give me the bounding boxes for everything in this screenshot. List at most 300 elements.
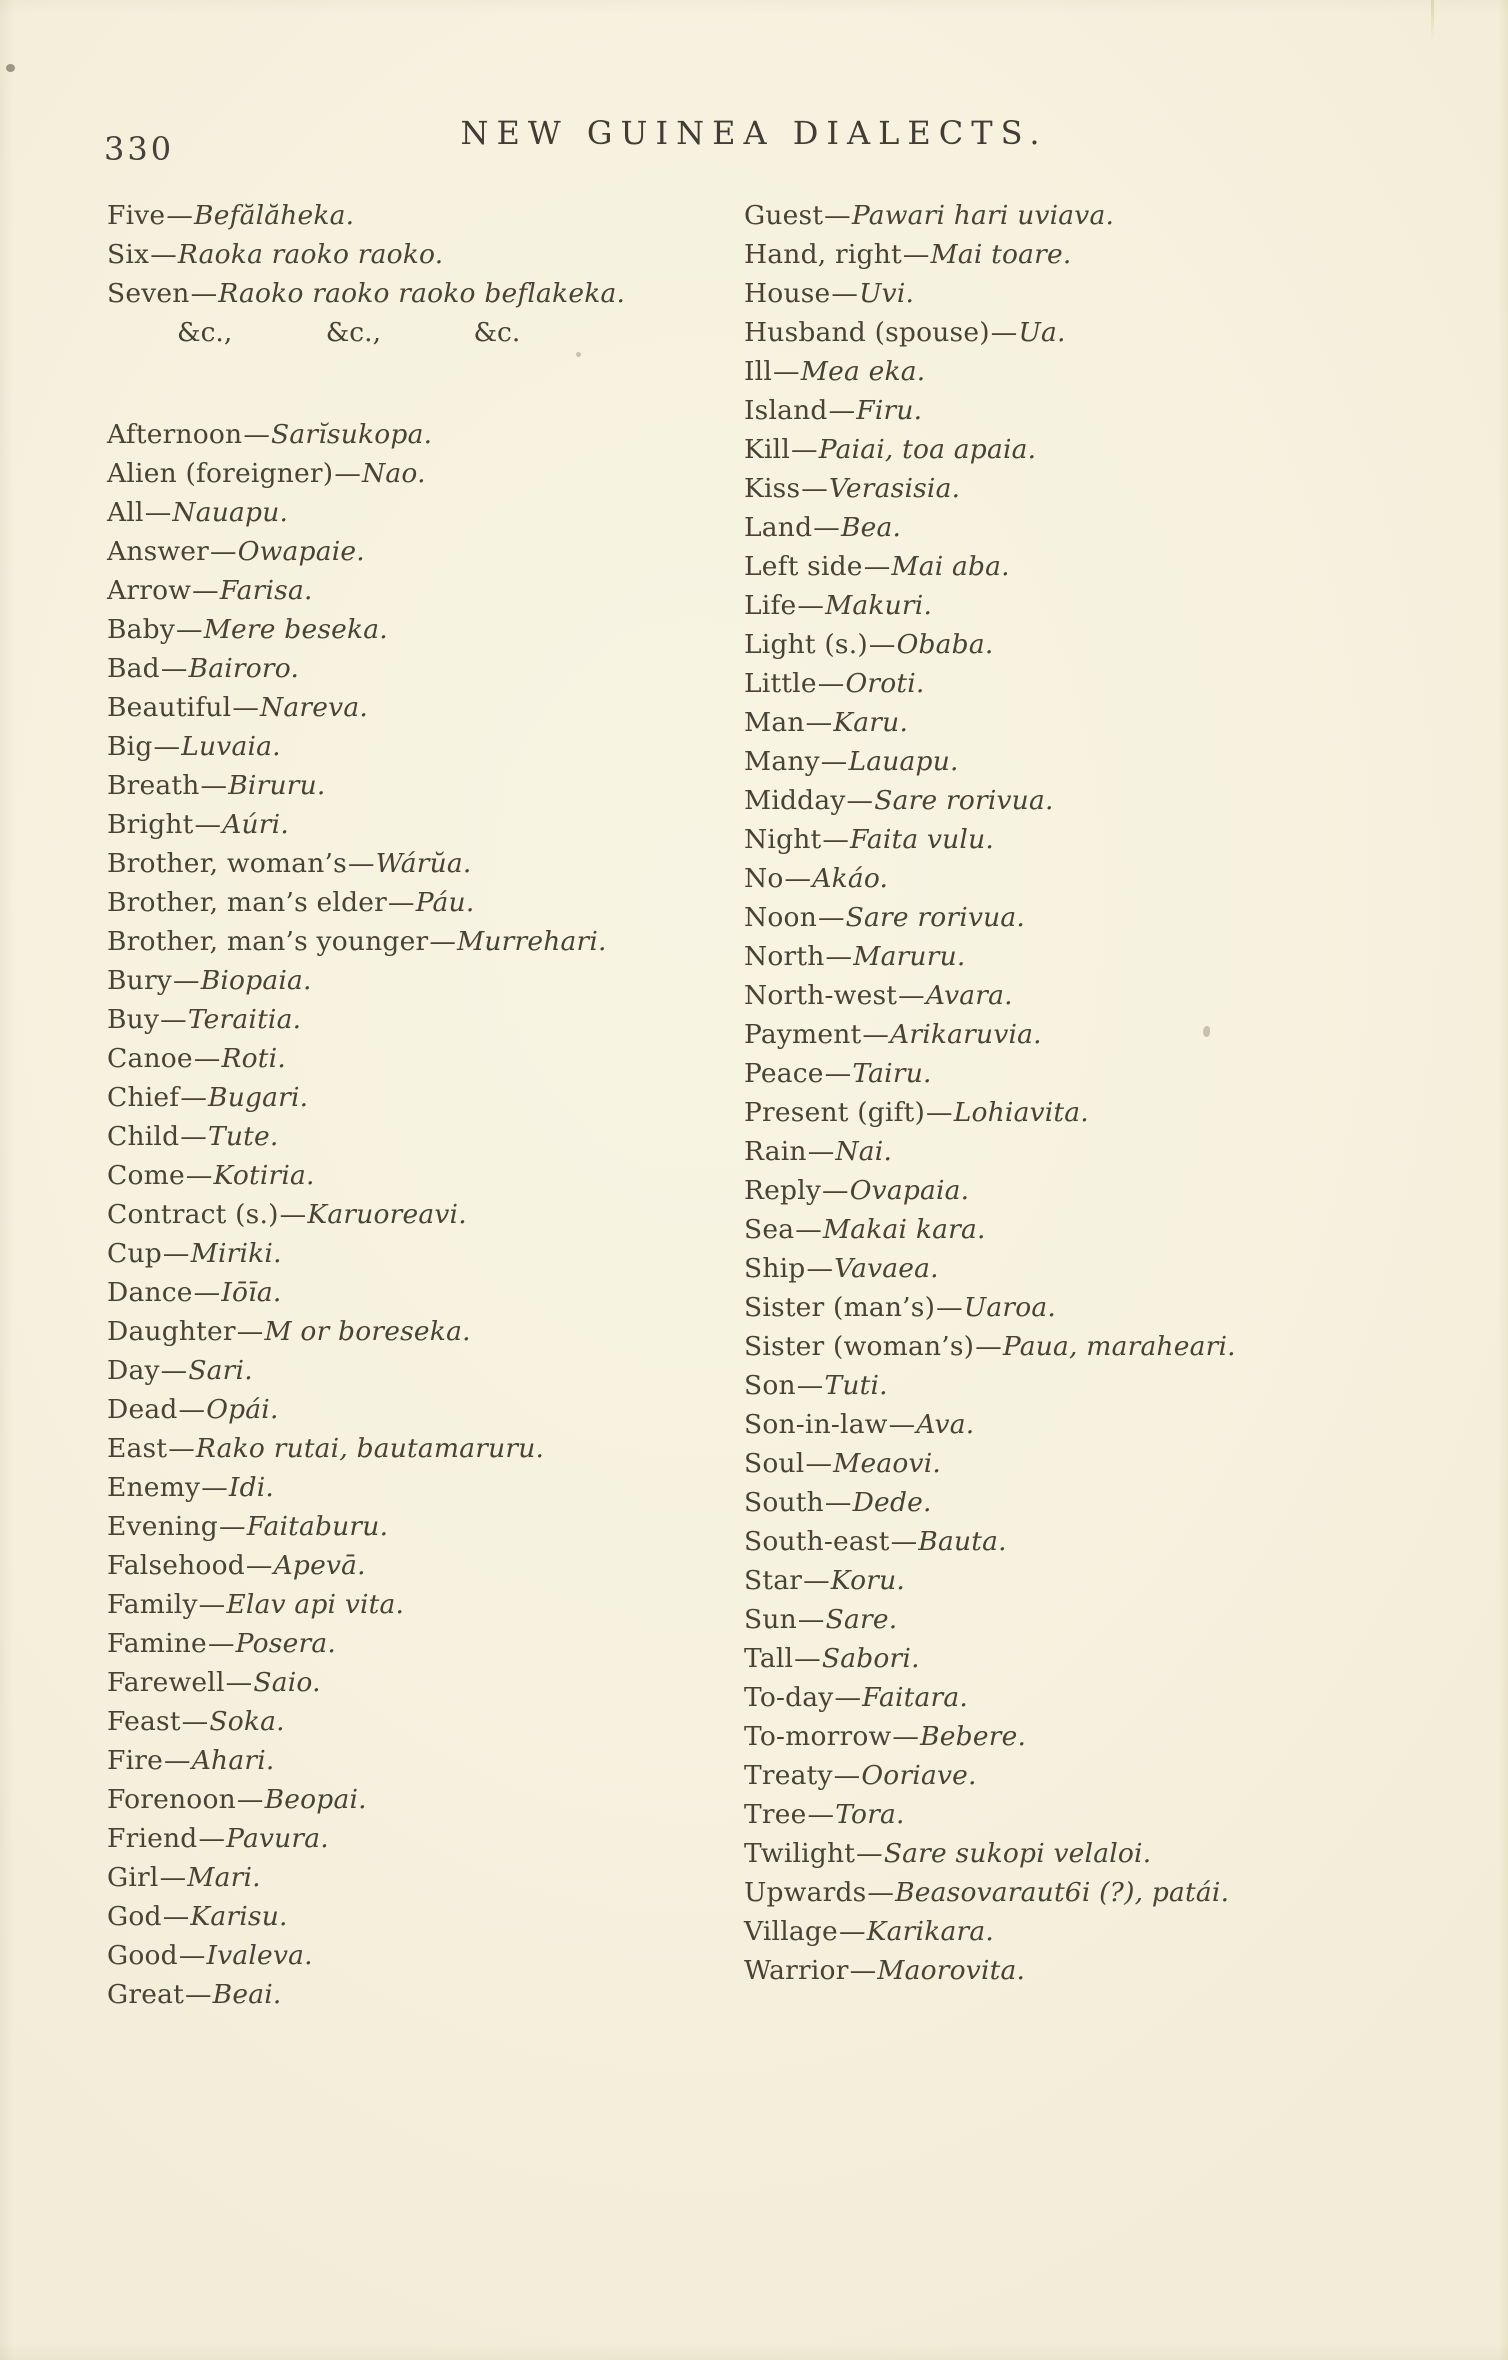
vocab-entry — [744, 1600, 1464, 1639]
dash-separator: — — [825, 941, 853, 972]
dash-separator: — — [160, 1004, 187, 1035]
vocab-entry — [107, 235, 747, 274]
vocab-entry — [744, 781, 1464, 820]
dialect-translation: Arikaruvia. — [890, 1019, 1042, 1050]
dialect-translation: Befălăheka. — [194, 200, 355, 231]
english-term: House — [744, 278, 831, 309]
dash-separator: — — [784, 863, 812, 894]
english-term: Enemy — [107, 1472, 201, 1503]
dash-separator: — — [194, 809, 222, 840]
dialect-translation: Mere beseka. — [203, 614, 388, 645]
vocab-entry — [107, 922, 747, 961]
dash-separator: — — [862, 1019, 890, 1050]
vocab-entry — [107, 883, 747, 922]
dash-separator: — — [184, 1979, 212, 2010]
dialect-translation: Beopai. — [264, 1784, 367, 1815]
vocab-entry — [107, 961, 747, 1000]
dialect-translation: Makai kara. — [822, 1214, 986, 1245]
dash-separator: — — [898, 980, 925, 1011]
dash-separator: — — [831, 278, 859, 309]
dialect-translation: Karikara. — [866, 1916, 994, 1947]
english-term: Seven — [107, 278, 190, 309]
english-term: Tall — [744, 1643, 794, 1674]
english-term: Midday — [744, 785, 846, 816]
dash-separator: — — [868, 629, 896, 660]
dash-separator: — — [846, 785, 874, 816]
vocab-entry — [107, 454, 747, 493]
english-term: Kill — [744, 434, 791, 465]
dialect-translation: Dede. — [852, 1487, 932, 1518]
dash-separator: — — [902, 239, 930, 270]
dash-separator: — — [813, 512, 840, 543]
dialect-translation: Oroti. — [845, 668, 925, 699]
vocab-entry — [107, 1273, 747, 1312]
dialect-translation: Maorovita. — [877, 1955, 1026, 1986]
english-term: To-morrow — [744, 1721, 892, 1752]
vocab-entry — [744, 1483, 1464, 1522]
dash-separator: — — [334, 458, 362, 489]
english-term: Son-in-law — [744, 1409, 888, 1440]
dialect-translation: Faita vulu. — [850, 824, 994, 855]
dialect-translation: Uvi. — [859, 278, 915, 309]
dash-separator: — — [198, 1589, 226, 1620]
vocab-entry — [744, 1717, 1464, 1756]
vocab-entry — [107, 571, 747, 610]
vocab-entry — [744, 1054, 1464, 1093]
dialect-translation: Pawari hari uviava. — [851, 200, 1115, 231]
english-term: Son — [744, 1370, 796, 1401]
dialect-translation: Sare. — [825, 1604, 898, 1635]
english-term: Hand, right — [744, 239, 902, 270]
english-term: Fire — [107, 1745, 164, 1776]
dash-separator: — — [207, 1628, 235, 1659]
english-term: Sister (man’s) — [744, 1292, 936, 1323]
vocab-entry — [744, 1795, 1464, 1834]
dash-separator: — — [245, 1550, 273, 1581]
dialect-translation: Farisa. — [219, 575, 313, 606]
dialect-translation: Biruru. — [228, 770, 326, 801]
english-term: South-east — [744, 1526, 890, 1557]
english-term: Falsehood — [107, 1550, 245, 1581]
dialect-translation: Luvaia. — [181, 731, 281, 762]
english-term: Afternoon — [107, 419, 243, 450]
dash-separator: — — [794, 1643, 821, 1674]
dialect-translation: Iōīa. — [221, 1277, 282, 1308]
english-term: Brother, man’s elder — [107, 887, 388, 918]
vocab-entry — [107, 1312, 747, 1351]
english-term: Bad — [107, 653, 160, 684]
english-term: Great — [107, 1979, 184, 2010]
dialect-translation: Posera. — [235, 1628, 336, 1659]
vocab-entry — [107, 196, 747, 235]
english-term: Baby — [107, 614, 176, 645]
dialect-translation: Owapaie. — [237, 536, 365, 567]
vocab-entry — [744, 1639, 1464, 1678]
left-column — [107, 196, 747, 2014]
dash-separator: — — [796, 1370, 824, 1401]
english-term: Brother, woman’s — [107, 848, 347, 879]
english-term: Husband (spouse) — [744, 317, 990, 348]
dialect-translation: Tute. — [207, 1121, 279, 1152]
dialect-translation: Kotiria. — [213, 1160, 315, 1191]
vocab-entry — [107, 1117, 747, 1156]
dialect-translation: Ahari. — [191, 1745, 275, 1776]
dash-separator: — — [805, 1448, 833, 1479]
vocab-entry — [107, 1000, 747, 1039]
vocab-entry — [744, 625, 1464, 664]
scan-blemish — [1203, 1026, 1210, 1037]
dash-separator: — — [817, 668, 845, 699]
english-term: Rain — [744, 1136, 807, 1167]
dialect-translation: Idi. — [228, 1472, 275, 1503]
vocab-entry — [107, 1507, 747, 1546]
english-term: Land — [744, 512, 813, 543]
vocab-entry — [744, 937, 1464, 976]
dash-separator: — — [892, 1721, 920, 1752]
dialect-translation: Mai toare. — [930, 239, 1072, 270]
english-term: To-day — [744, 1682, 834, 1713]
dialect-translation: Sabori. — [821, 1643, 920, 1674]
english-term: Come — [107, 1160, 185, 1191]
dialect-translation: Soka. — [209, 1706, 285, 1737]
english-term: Many — [744, 746, 820, 777]
dash-separator: — — [856, 1838, 883, 1869]
dash-separator: — — [388, 887, 415, 918]
english-term: Village — [744, 1916, 838, 1947]
dialect-translation: Ava. — [916, 1409, 975, 1440]
dash-separator: — — [160, 1355, 188, 1386]
english-term: Sea — [744, 1214, 795, 1245]
dialect-translation: Karu. — [833, 707, 909, 738]
dash-separator: — — [198, 1823, 226, 1854]
dash-separator: — — [172, 965, 200, 996]
dash-separator: — — [347, 848, 375, 879]
vocab-entry — [107, 1585, 747, 1624]
vocab-entry — [744, 508, 1464, 547]
vocab-entry — [107, 1039, 747, 1078]
vocab-entry — [107, 1351, 747, 1390]
dialect-translation: Nareva. — [260, 692, 368, 723]
vocab-entry — [744, 1171, 1464, 1210]
english-term: Tree — [744, 1799, 807, 1830]
vocab-entry — [744, 703, 1464, 742]
vocab-entry — [744, 1873, 1464, 1912]
english-term: Farewell — [107, 1667, 225, 1698]
dialect-translation: Obaba. — [896, 629, 994, 660]
vocab-entry — [107, 766, 747, 805]
english-term: Feast — [107, 1706, 181, 1737]
english-term: Answer — [107, 536, 210, 567]
dialect-translation: Akáo. — [812, 863, 889, 894]
vocab-entry — [107, 1819, 747, 1858]
english-term: Bright — [107, 809, 194, 840]
vocab-entry — [107, 727, 747, 766]
vocab-entry — [744, 1834, 1464, 1873]
dialect-translation: Lohiavita. — [953, 1097, 1089, 1128]
dash-separator: — — [791, 434, 818, 465]
dialect-translation: Karisu. — [190, 1901, 288, 1932]
vocab-entry — [744, 1249, 1464, 1288]
dash-separator: — — [936, 1292, 963, 1323]
vocab-entry — [107, 1858, 747, 1897]
english-term: Five — [107, 200, 166, 231]
dash-separator: — — [773, 356, 800, 387]
vocab-entry — [107, 1663, 747, 1702]
dash-separator: — — [225, 1667, 253, 1698]
dialect-translation: Ivaleva. — [206, 1940, 313, 1971]
english-term: Dance — [107, 1277, 193, 1308]
dash-separator: — — [176, 614, 203, 645]
english-term: Cup — [107, 1238, 162, 1269]
dash-separator: — — [820, 746, 848, 777]
dialect-translation: Paua, maraheari. — [1002, 1331, 1236, 1362]
vocab-entry — [744, 235, 1464, 274]
dialect-translation: Beai. — [212, 1979, 282, 2010]
vocab-entry — [744, 1444, 1464, 1483]
dash-separator: — — [190, 278, 218, 309]
dash-separator: — — [162, 1901, 190, 1932]
vocab-entry — [107, 1195, 747, 1234]
english-term: Sister (woman’s) — [744, 1331, 975, 1362]
vocab-entry — [107, 274, 747, 313]
vocab-entry — [744, 1951, 1464, 1990]
vocab-entry — [744, 1210, 1464, 1249]
vocab-entry — [107, 1078, 747, 1117]
dash-separator: — — [236, 1316, 264, 1347]
dialect-translation: Aúri. — [222, 809, 289, 840]
vocab-entry — [107, 1234, 747, 1273]
dialect-translation: Uaroa. — [963, 1292, 1057, 1323]
dash-separator: — — [990, 317, 1018, 348]
english-term: Reply — [744, 1175, 822, 1206]
vocab-entry — [107, 1741, 747, 1780]
english-term: Light (s.) — [744, 629, 868, 660]
dialect-translation: Beasovaraut6i (?), patái. — [895, 1877, 1230, 1908]
english-term: East — [107, 1433, 168, 1464]
vocab-entry — [744, 1756, 1464, 1795]
dialect-translation: Firu. — [856, 395, 923, 426]
english-term: Present (gift) — [744, 1097, 925, 1128]
english-term: Star — [744, 1565, 803, 1596]
dash-separator: — — [817, 902, 845, 933]
dialect-translation: Sare sukopi velaloi. — [883, 1838, 1152, 1869]
dash-separator: — — [838, 1916, 866, 1947]
scan-blemish — [576, 352, 581, 357]
dialect-translation: Makuri. — [825, 590, 933, 621]
dialect-translation: Bea. — [840, 512, 902, 543]
dash-separator: — — [834, 1682, 862, 1713]
vocab-entry — [107, 1936, 747, 1975]
english-term: South — [744, 1487, 824, 1518]
dash-separator: — — [243, 419, 271, 450]
english-term: Night — [744, 824, 822, 855]
dash-separator: — — [160, 653, 188, 684]
english-term: Alien (foreigner) — [107, 458, 334, 489]
dialect-translation: Pavura. — [226, 1823, 329, 1854]
english-term: Good — [107, 1940, 178, 1971]
dialect-translation: Páu. — [415, 887, 475, 918]
vocab-entry — [744, 1522, 1464, 1561]
scan-blemish — [6, 64, 15, 72]
vocab-entry — [744, 898, 1464, 937]
dash-separator: — — [867, 1877, 895, 1908]
numbers-section — [107, 196, 747, 313]
dialect-translation: Apevā. — [273, 1550, 366, 1581]
english-term: No — [744, 863, 784, 894]
english-term: Famine — [107, 1628, 207, 1659]
dash-separator: — — [806, 1253, 834, 1284]
vocab-entry — [744, 313, 1464, 352]
english-term: Twilight — [744, 1838, 856, 1869]
dash-separator: — — [162, 1238, 190, 1269]
section-gap — [107, 352, 747, 415]
dialect-translation: Bauta. — [918, 1526, 1007, 1557]
etcetera-item: &c. — [473, 317, 521, 348]
dialect-translation: Bugari. — [208, 1082, 309, 1113]
vocab-entry — [744, 1405, 1464, 1444]
etcetera-item: &c., — [325, 317, 381, 348]
dash-separator: — — [807, 1799, 835, 1830]
etcetera-item: &c., — [177, 317, 233, 348]
dialect-translation: Maruru. — [853, 941, 966, 972]
dash-separator: — — [888, 1409, 916, 1440]
english-term: Chief — [107, 1082, 180, 1113]
english-term: God — [107, 1901, 162, 1932]
vocab-entry — [744, 976, 1464, 1015]
vocab-entry — [744, 1366, 1464, 1405]
dialect-translation: Teraitia. — [187, 1004, 302, 1035]
dialect-translation: Vavaea. — [834, 1253, 939, 1284]
dash-separator: — — [210, 536, 237, 567]
dash-separator: — — [200, 770, 228, 801]
english-term: Peace — [744, 1058, 824, 1089]
dash-separator: — — [144, 497, 172, 528]
vocab-entry — [744, 859, 1464, 898]
english-term: Family — [107, 1589, 198, 1620]
english-term: North — [744, 941, 825, 972]
dash-separator: — — [232, 692, 260, 723]
english-term: Upwards — [744, 1877, 867, 1908]
vocab-entry — [107, 1468, 747, 1507]
etcetera-line — [107, 313, 747, 352]
dash-separator: — — [166, 200, 194, 231]
vocab-entry — [744, 664, 1464, 703]
dash-separator: — — [797, 1604, 825, 1635]
english-term: Brother, man’s younger — [107, 926, 429, 957]
dash-separator: — — [218, 1511, 246, 1542]
vocab-entry — [744, 1327, 1464, 1366]
right-column — [744, 196, 1464, 1990]
english-term: Dead — [107, 1394, 178, 1425]
paper-crease — [1431, 0, 1434, 42]
english-term: Warrior — [744, 1955, 849, 1986]
vocab-entry — [744, 1288, 1464, 1327]
english-term: Left side — [744, 551, 863, 582]
dialect-translation: Verasisia. — [828, 473, 961, 504]
english-term: Buy — [107, 1004, 160, 1035]
vocabulary-list-left — [107, 415, 747, 2014]
english-term: Soul — [744, 1448, 805, 1479]
vocab-entry — [107, 1975, 747, 2014]
dash-separator: — — [180, 1082, 208, 1113]
dialect-translation: Faitaburu. — [246, 1511, 389, 1542]
vocab-entry — [744, 469, 1464, 508]
dialect-translation: Roti. — [221, 1043, 286, 1074]
english-term: Evening — [107, 1511, 218, 1542]
dash-separator: — — [807, 1136, 835, 1167]
dialect-translation: Mai aba. — [891, 551, 1010, 582]
english-term: Girl — [107, 1862, 159, 1893]
english-term: Island — [744, 395, 828, 426]
dialect-translation: Bairoro. — [188, 653, 300, 684]
dialect-translation: Mea eka. — [800, 356, 926, 387]
vocab-entry — [744, 1132, 1464, 1171]
dash-separator: — — [201, 1472, 228, 1503]
vocab-entry — [744, 1912, 1464, 1951]
dialect-translation: Meaovi. — [833, 1448, 941, 1479]
english-term: Treaty — [744, 1760, 833, 1791]
dash-separator: — — [159, 1862, 187, 1893]
english-term: Kiss — [744, 473, 801, 504]
dialect-translation: Nai. — [835, 1136, 893, 1167]
dash-separator: — — [803, 1565, 830, 1596]
english-term: North-west — [744, 980, 898, 1011]
dash-separator: — — [181, 1706, 209, 1737]
dash-separator: — — [822, 1175, 849, 1206]
vocab-entry — [107, 532, 747, 571]
dash-separator: — — [150, 239, 177, 270]
dialect-translation: M or boreseka. — [264, 1316, 471, 1347]
vocab-entry — [744, 391, 1464, 430]
english-term: Daughter — [107, 1316, 236, 1347]
vocab-entry — [744, 352, 1464, 391]
english-term: Beautiful — [107, 692, 232, 723]
english-term: Forenoon — [107, 1784, 236, 1815]
dash-separator: — — [168, 1433, 195, 1464]
dash-separator: — — [890, 1526, 918, 1557]
vocab-entry — [107, 1702, 747, 1741]
english-term: Arrow — [107, 575, 192, 606]
dialect-translation: Karuoreavi. — [307, 1199, 467, 1230]
vocab-entry — [107, 610, 747, 649]
vocab-entry — [107, 844, 747, 883]
vocab-entry — [744, 547, 1464, 586]
dialect-translation: Sari. — [188, 1355, 253, 1386]
dialect-translation: Biopaia. — [200, 965, 312, 996]
dash-separator: — — [178, 1394, 206, 1425]
dash-separator: — — [801, 473, 828, 504]
dash-separator: — — [180, 1121, 207, 1152]
dash-separator: — — [824, 1058, 852, 1089]
dialect-translation: Ooriave. — [861, 1760, 977, 1791]
dash-separator: — — [153, 731, 181, 762]
english-term: Bury — [107, 965, 172, 996]
english-term: Contract (s.) — [107, 1199, 279, 1230]
english-term: Noon — [744, 902, 817, 933]
vocab-entry — [107, 1897, 747, 1936]
vocab-entry — [107, 805, 747, 844]
dialect-translation: Lauapu. — [848, 746, 959, 777]
english-term: Friend — [107, 1823, 198, 1854]
english-term: Little — [744, 668, 817, 699]
english-term: Man — [744, 707, 805, 738]
dash-separator: — — [193, 1043, 221, 1074]
english-term: Sun — [744, 1604, 797, 1635]
dialect-translation: Elav api vita. — [226, 1589, 405, 1620]
dialect-translation: Koru. — [830, 1565, 905, 1596]
vocab-entry — [107, 649, 747, 688]
dialect-translation: Rako rutai, bautamaruru. — [195, 1433, 545, 1464]
